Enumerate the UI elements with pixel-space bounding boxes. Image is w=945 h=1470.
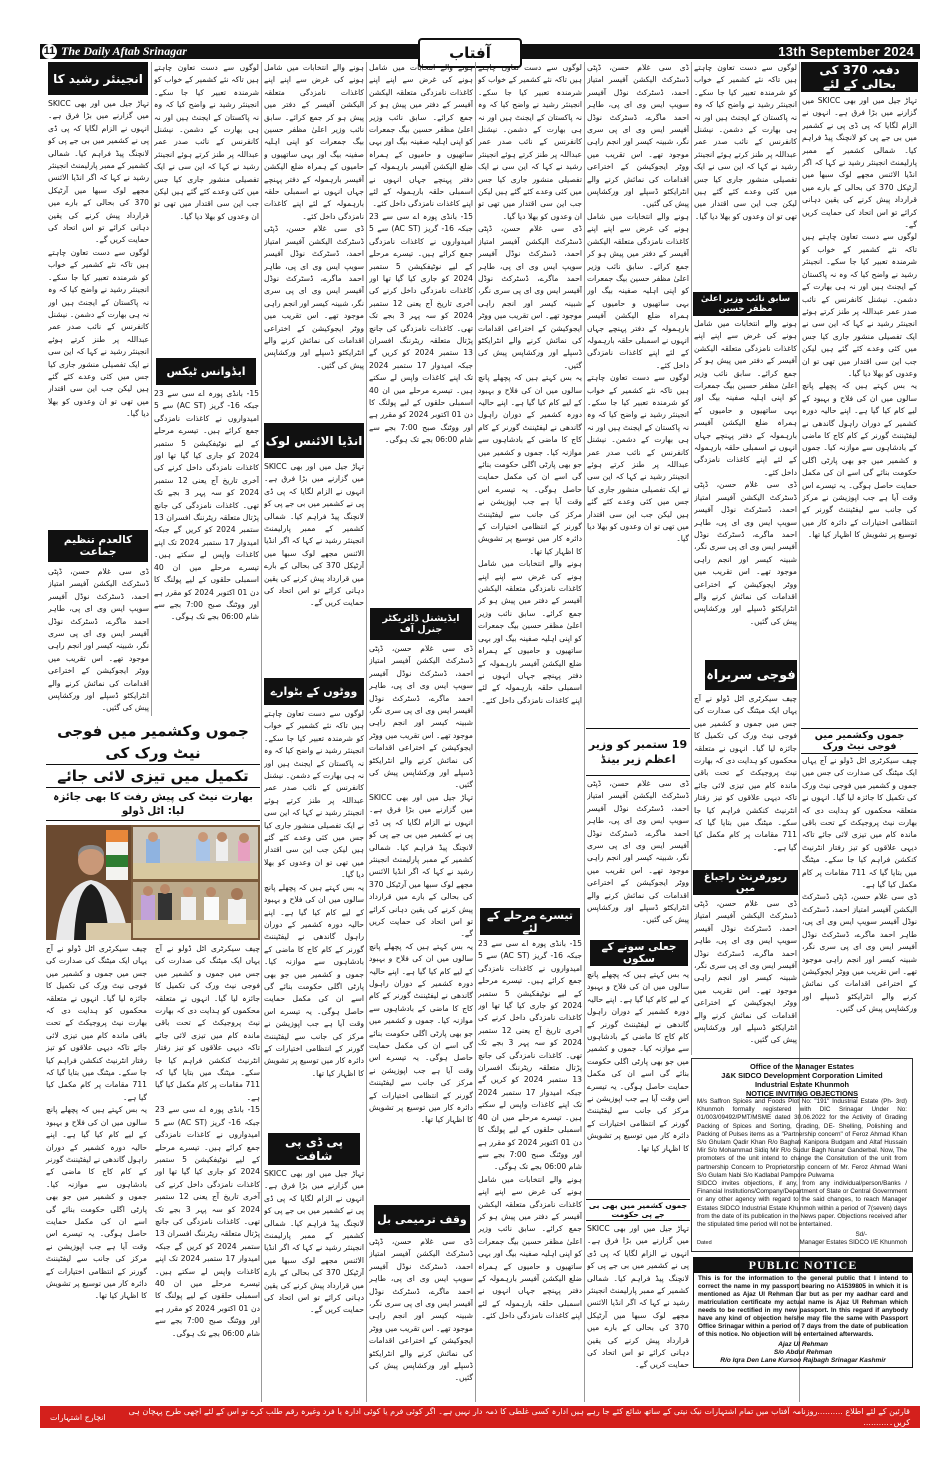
article-paragraph: تہاڑ جیل میں اور بھی SKICC میں گزارنے میں بڑا فرق ہے۔ انہوں نے الزام لگایا کہ پی ڈی پی نے کشمیر میں بی جے پی کو لانچنگ پیڈ فراہم کیا۔ شمالی کشمیر کے ممبر پارلیمنٹ انجینئر رشید نے کہا کہ اگر انڈیا الائنس مجھے لوک سبھا میں آرٹیکل 370 کی بحالی کے بارے میں قرارداد پیش کرنے کی یقین دہانی کرائے تو اس اتحاد کی حمایت کریں گے۔ (369, 792, 473, 939)
headline-waqf-bill: وقف ترمیمی بل (374, 1205, 470, 1233)
sidco-notice-heading: NOTICE INVITING OBJECTIONS (745, 1089, 859, 1098)
meeting-photo (46, 825, 260, 940)
article-body (694, 318, 797, 656)
article-paragraph: ڈی سی غلام حسن، ڈپٹی ڈسٹرکٹ الیکشن آفیسر امتیاز احمد، ڈسٹرکٹ نوڈل آفیسر سویپ ایس وی ای پی، طاہر احمد ماگرے، ڈسٹرکٹ نوڈل آفیسر ایس وی ای پی سری نگر، شبینہ کیسر اور انجم راہی موجود تھے۔ اس تقریب میں ووٹر ایجوکیشن کے اختراعی اقدامات کی نمائش کرنے والے انٹرایکٹو ڈسپلے اور ورکشاپس پیش کی گئیں۔ (694, 480, 797, 626)
article-paragraph: ڈی سی غلام حسن، ڈپٹی ڈسٹرکٹ الیکشن آفیسر امتیاز احمد، ڈسٹرکٹ نوڈل آفیسر سویپ ایس وی ای پی، طاہر احمد ماگرے، ڈسٹرکٹ نوڈل آفیسر ایس وی ای پی سری نگر، شبینہ کیسر اور انجم راہی موجود تھے۔ اس تقریب میں ووٹر ایجوکیشن کے اختراعی اقدامات کی نمائش کرنے والے انٹرایکٹو ڈسپلے اور ورکشاپس پیش کی گئیں۔ (264, 224, 364, 370)
article-body (694, 898, 797, 1056)
public-notice-ad (693, 1257, 913, 1368)
article-paragraph: ہونے والے انتخابات میں شامل ہونے کی غرض سے اپنے اپنے کاغذات نامزدگی متعلقہ الیکشن آفیسر کے دفتر میں پیش ہو کر جمع کرائے۔ سابق نائب وزیر اعلیٰ مظفر حسین بیگ جمعرات کو اپنی اہلیہ صفینہ بیگ اور بہی ساتھیوں و حامیوں کے ہمراہ ضلع الیکشن آفیسر بارہمولہ کے دفتر پہنچے جہاں انہوں نے اسمبلی حلقہ بارہمولہ کے لئے اپنے کاغذات نامزدگی داخل کئے۔ (478, 1174, 582, 1321)
article-body (802, 755, 917, 1055)
article-paragraph: ہونے والے انتخابات میں شامل ہونے کی غرض سے اپنے اپنے کاغذات نامزدگی متعلقہ الیکشن آفیسر کے دفتر میں پیش ہو کر جمع کرائے۔ سابق نائب وزیر اعلیٰ مظفر حسین بیگ جمعرات کو اپنی اہلیہ صفینہ بیگ اور بہی ساتھیوں و حامیوں کے ہمراہ ضلع الیکشن آفیسر بارہمولہ کے دفتر پہنچے جہاں انہوں نے اسمبلی حلقہ بارہمولہ کے لئے اپنے کاغذات نامزدگی داخل کئے۔ (694, 319, 797, 477)
article-paragraph: لوگوں سے دست تعاون چاہتے ہیں تاکہ نئے کشمیر کے خواب کو شرمندہ تعبیر کیا جا سکے۔ انجینئر رشید نے واضح کیا کہ وہ نہ پاکستان کے ایجنٹ ہیں اور نہ ہی بھارت کے دشمن۔ نیشنل کانفرنس کے نائب صدر عمر عبداللہ پر طنز کرتے ہوئے انجینئر رشید نے کہا کہ این سی نے ایک تفصیلی منشور جاری کیا جس میں کئی وعدے کئے گئے ہیں لیکن جب این سی اقتدار میں تھی تو ان وعدوں کو بھلا دیا گیا۔ (587, 373, 689, 544)
column-rule (261, 62, 262, 1402)
article-body (587, 969, 689, 1195)
footer-text: قارئین کے لئے اطلاع ..........روزنامہ آفتاب میں تمام اشتہارات نیک نیتی کے ساتھ شائع کئے جا رہے ہیں ادارہ کسی غلطی کا ذمہ دار نہیں ہے۔ اگر کوئی فرم یا کوئی ادارہ یا فرد وغیرہ رقم طلب کرے تو اس کے لئے اچھی طرح پہچان ہی کریں۔.......... (128, 1407, 910, 1427)
article-body (478, 62, 582, 905)
article-body (694, 62, 797, 290)
masthead-logo: آفتاب (418, 38, 522, 68)
headline-banned-jamaat: کالعدم تنظیم جماعت (48, 530, 148, 562)
article-paragraph: یہ بس کہتے ہیں کہ پچھلے پانچ سالوں میں ان کی فلاح و بہبود کے لیے کام کیا گیا ہے۔ اپنے حالیہ دورہ کشمیر کے دوران راہول گاندھی نے لیفٹیننٹ گورنر کے کام کاج کا ماضی کے بادشاہوں سے موازنہ کیا۔ جموں و کشمیر میں جو بھی پارٹی اگلی حکومت بنائے گی اسے ان کی مکمل حمایت حاصل ہوگی۔ یہ تیسرے اس وقت آیا ہے جب اپوزیشن نے مرکز کی جانب سے لیفٹیننٹ گورنر کے انتظامی اختیارات کے دائرہ کار میں توسیع پر تشویش کا اظہار کیا تھا۔ (478, 373, 582, 556)
headline-army-chief: فوجی سربراہ (705, 660, 797, 690)
lead-story (46, 720, 260, 1340)
headline-muzaffar-hussain: سابق نائب وزیر اعلیٰ مظفر حسین (693, 292, 798, 316)
article-body (154, 388, 259, 715)
article-body (369, 643, 473, 1201)
public-notice-body: This is for the information to the general public that I intend to correct the name in my passport bearing no A1539805 in which it is mentioned as Ajaz Ul Rehman Dar but as per my aadhar card and matriculation certificate my actual name is Ajaz Ul Rehman which needs to be rectified in my new passport. In this regard if anybody have any kind of objection he/she may file the same with Passport Office Srinagar within a period of 7 days from the date of publication of this notice. No objection will be entertained afterwards. (698, 1274, 908, 1338)
article-body (587, 778, 689, 936)
issue-date: 13th September 2024 (778, 44, 914, 59)
article-paragraph: ڈی سی غلام حسن، ڈپٹی ڈسٹرکٹ الیکشن آفیسر امتیاز احمد، ڈسٹرکٹ نوڈل آفیسر سویپ ایس وی ای پی، طاہر احمد ماگرے، ڈسٹرکٹ نوڈل آفیسر ایس وی ای پی سری نگر، شبینہ کیسر اور انجم راہی موجود تھے۔ اس تقریب میں ووٹر ایجوکیشن کے اختراعی اقدامات کی نمائش کرنے والے انٹرایکٹو ڈسپلے اور ورکشاپس پیش کی گئیں۔ (587, 63, 689, 209)
sidco-title: J&K SIDCO Development Corporation Limited (721, 1071, 883, 1080)
article-paragraph: یہ بس کہتے ہیں کہ پچھلے پانچ سالوں میں ان کی فلاح و بہبود کے لیے کام کیا گیا ہے۔ اپنے حالیہ دورہ کشمیر کے دوران راہول گاندھی نے لیفٹیننٹ گورنر کے کام کاج کا ماضی کے بادشاہوں سے موازنہ کیا۔ جموں و کشمیر میں جو بھی پارٹی اگلی حکومت بنائے گی اسے ان کی مکمل حمایت حاصل ہوگی۔ یہ تیسرے اس وقت آیا ہے جب اپوزیشن نے مرکز کی جانب سے لیفٹیننٹ گورنر کے انتظامی اختیارات کے دائرہ کار میں توسیع پر تشویش کا اظہار کیا تھا۔ (802, 381, 917, 540)
notices-column (691, 1058, 913, 1368)
headline-additional-dg: ایڈیشنل ڈائریکٹر جنرل آف (370, 608, 472, 640)
column-rule (584, 62, 585, 1402)
article-body (264, 708, 364, 1130)
headline-third-phase: تیسرے مرحلے کے لئے (480, 908, 580, 935)
article-paragraph: ہونے والے انتخابات میں شامل ہونے کی غرض سے اپنے اپنے کاغذات نامزدگی متعلقہ الیکشن آفیسر کے دفتر میں پیش ہو کر جمع کرائے۔ سابق نائب وزیر اعلیٰ مظفر حسین بیگ جمعرات کو اپنی اہلیہ صفینہ بیگ اور بہی ساتھیوں و حامیوں کے ہمراہ ضلع الیکشن آفیسر بارہمولہ کے دفتر پہنچے جہاں انہوں نے اسمبلی حلقہ بارہمولہ کے لئے اپنے کاغذات نامزدگی داخل کئے۔ (478, 559, 582, 705)
sidco-title: Industrial Estate Khunmoh (754, 1080, 850, 1089)
article-paragraph: ہونے والے انتخابات میں شامل ہونے کی غرض سے اپنے اپنے کاغذات نامزدگی متعلقہ الیکشن آفیسر کے دفتر میں پیش ہو کر جمع کرائے۔ سابق نائب وزیر اعلیٰ مظفر حسین بیگ جمعرات کو اپنی اہلیہ صفینہ بیگ اور بہی ساتھیوں و حامیوں کے ہمراہ ضلع الیکشن آفیسر بارہمولہ کے دفتر پہنچے جہاں انہوں نے اسمبلی حلقہ بارہمولہ کے لئے اپنے کاغذات نامزدگی داخل کئے۔ (264, 63, 364, 221)
article-body (264, 1168, 364, 1402)
public-notice-name: Ajaz Ul Rehman (778, 1340, 828, 1348)
lead-story-body (155, 943, 260, 1340)
public-notice-parent: S/o Abdul Rehman (773, 1348, 833, 1356)
article-body (264, 62, 364, 420)
article-paragraph: تہاڑ جیل میں اور بھی SKICC میں گزارنے میں بڑا فرق ہے۔ انہوں نے الزام لگایا کہ پی ڈی پی نے کشمیر میں بی جے پی کو لانچنگ پیڈ فراہم کیا۔ شمالی کشمیر کے ممبر پارلیمنٹ انجینئر رشید نے کہا کہ اگر انڈیا الائنس مجھے لوک سبھا میں آرٹیکل 370 کی بحالی کے بارے میں قرارداد پیش کرنے کی یقین دہانی کرائے تو اس اتحاد کی حمایت کریں گے۔ (48, 99, 149, 245)
lead-story-body (46, 943, 147, 1340)
article-paragraph: ڈی سی غلام حسن، ڈپٹی ڈسٹرکٹ الیکشن آفیسر امتیاز احمد، ڈسٹرکٹ نوڈل آفیسر سویپ ایس وی ای پی، طاہر احمد ماگرے، ڈسٹرکٹ نوڈل آفیسر ایس وی ای پی سری نگر، شبینہ کیسر اور انجم راہی موجود تھے۔ اس تقریب میں ووٹر ایجوکیشن کے اختراعی اقدامات کی نمائش کرنے والے انٹرایکٹو ڈسپلے اور ورکشاپس پیش کی گئیں۔ (802, 892, 917, 1014)
article-paragraph: ڈی سی غلام حسن، ڈپٹی ڈسٹرکٹ الیکشن آفیسر امتیاز احمد، ڈسٹرکٹ نوڈل آفیسر سویپ ایس وی ای پی، طاہر احمد ماگرے، ڈسٹرکٹ نوڈل آفیسر ایس وی ای پی سری نگر، شبینہ کیسر اور انجم راہی موجود تھے۔ اس تقریب میں ووٹر ایجوکیشن کے اختراعی اقدامات کی نمائش کرنے والے انٹرایکٹو ڈسپلے اور ورکشاپس پیش کی گئیں۔ (48, 567, 149, 713)
article-paragraph: تہاڑ جیل میں اور بھی SKICC میں گزارنے میں بڑا فرق ہے۔ انہوں نے الزام لگایا کہ پی ڈی پی نے کشمیر میں بی جے پی کو لانچنگ پیڈ فراہم کیا۔ شمالی کشمیر کے ممبر پارلیمنٹ انجینئر رشید نے کہا کہ اگر انڈیا الائنس مجھے لوک سبھا میں آرٹیکل 370 کی بحالی کے بارے میں قرارداد پیش کرنے کی یقین دہانی کرائے تو اس اتحاد کی حمایت کریں گے۔ (802, 96, 917, 230)
article-paragraph: ڈی سی غلام حسن، ڈپٹی ڈسٹرکٹ الیکشن آفیسر امتیاز احمد، ڈسٹرکٹ نوڈل آفیسر سویپ ایس وی ای پی، طاہر احمد ماگرے، ڈسٹرکٹ نوڈل آفیسر ایس وی ای پی سری نگر، شبینہ کیسر اور انجم راہی موجود تھے۔ اس تقریب میں ووٹر ایجوکیشن کے اختراعی اقدامات کی نمائش کرنے والے انٹرایکٹو ڈسپلے اور ورکشاپس پیش کی گئیں۔ (369, 1237, 473, 1383)
article-paragraph: 15- بانڈی پورہ اے سی سے 23 جبکہ 16- گریز (AC ST) سے 5 امیدواروں نے کاغذات نامزدگی جمع کرائے ہیں۔ تیسرے مرحلے کے لیے نوٹیفکیشن 5 ستمبر 2024 کو جاری کیا گیا تھا اور کاغذات نامزدگی داخل کرنے کی آخری تاریخ آج یعنی 12 ستمبر 2024 کو سہ پہر 3 بجے تک تھی۔ کاغذات نامزدگی کی جانچ پڑتال متعلقہ ریٹرننگ افسران 13 ستمبر 2024 کو کریں گے جبکہ امیدوار 17 ستمبر 2024 تک اپنے کاغذات واپس لے سکتے ہیں۔ تیسرے مرحلے میں ان 40 اسمبلی حلقوں کے لیے پولنگ کا دن 01 اکتوبر 2024 کو مقرر ہے اور ووٹنگ صبح 7:00 بجے سے شام 06:00 بجے تک ہوگی۔ (155, 1105, 261, 1338)
headline-military-network: جموں وکشمیر میں فوجی نیٹ ورک (801, 728, 918, 754)
article-paragraph: ڈی سی غلام حسن، ڈپٹی ڈسٹرکٹ الیکشن آفیسر امتیاز احمد، ڈسٹرکٹ نوڈل آفیسر سویپ ایس وی ای پی، طاہر احمد ماگرے، ڈسٹرکٹ نوڈل آفیسر ایس وی ای پی سری نگر، شبینہ کیسر اور انجم راہی موجود تھے۔ اس تقریب میں ووٹر ایجوکیشن کے اختراعی اقدامات کی نمائش کرنے والے انٹرایکٹو ڈسپلے اور ورکشاپس پیش کی گئیں۔ (478, 224, 582, 370)
article-paragraph: لوگوں سے دست تعاون چاہتے ہیں تاکہ نئے کشمیر کے خواب کو شرمندہ تعبیر کیا جا سکے۔ انجینئر رشید نے واضح کیا کہ وہ نہ پاکستان کے ایجنٹ ہیں اور نہ ہی بھارت کے دشمن۔ نیشنل کانفرنس کے نائب صدر عمر عبداللہ پر طنز کرتے ہوئے انجینئر رشید نے کہا کہ این سی نے ایک تفصیلی منشور جاری کیا جس میں کئی وعدے کئے گئے ہیں لیکن جب این سی اقتدار میں تھی تو ان وعدوں کو بھلا دیا گیا۔ (478, 63, 582, 221)
article-paragraph: لوگوں سے دست تعاون چاہتے ہیں تاکہ نئے کشمیر کے خواب کو شرمندہ تعبیر کیا جا سکے۔ انجینئر رشید نے واضح کیا کہ وہ نہ پاکستان کے ایجنٹ ہیں اور نہ ہی بھارت کے دشمن۔ نیشنل کانفرنس کے نائب صدر عمر عبداللہ پر طنز کرتے ہوئے انجینئر رشید نے کہا کہ این سی نے ایک تفصیلی منشور جاری کیا جس میں کئی وعدے کئے گئے ہیں لیکن جب این سی اقتدار میں تھی تو ان وعدوں کو بھلا دیا گیا۔ (154, 63, 259, 221)
article-paragraph: لوگوں سے دست تعاون چاہتے ہیں تاکہ نئے کشمیر کے خواب کو شرمندہ تعبیر کیا جا سکے۔ انجینئر رشید نے واضح کیا کہ وہ نہ پاکستان کے ایجنٹ ہیں اور نہ ہی بھارت کے دشمن۔ نیشنل کانفرنس کے نائب صدر عمر عبداللہ پر طنز کرتے ہوئے انجینئر رشید نے کہا کہ این سی نے ایک تفصیلی منشور جاری کیا جس میں کئی وعدے کئے گئے ہیں لیکن جب این سی اقتدار میں تھی تو ان وعدوں کو بھلا دیا گیا۔ (48, 247, 149, 419)
page-number: 11 (43, 45, 56, 57)
article-paragraph: تہاڑ جیل میں اور بھی SKICC میں گزارنے میں بڑا فرق ہے۔ انہوں نے الزام لگایا کہ پی ڈی پی نے کشمیر میں بی جے پی کو لانچنگ پیڈ فراہم کیا۔ شمالی کشمیر کے ممبر پارلیمنٹ انجینئر رشید نے کہا کہ اگر انڈیا الائنس مجھے لوک سبھا میں آرٹیکل 370 کی بحالی کے بارے میں قرارداد پیش کرنے کی یقین دہانی کرائے تو اس اتحاد کی حمایت کریں گے۔ (587, 1224, 689, 1370)
sidco-signatory: Manager Estates SIDCO I/E Khunmoh (799, 1239, 907, 1247)
sidco-sd: Sd/- (855, 1231, 867, 1239)
article-paragraph: ڈی سی غلام حسن، ڈپٹی ڈسٹرکٹ الیکشن آفیسر امتیاز احمد، ڈسٹرکٹ نوڈل آفیسر سویپ ایس وی ای پی، طاہر احمد ماگرے، ڈسٹرکٹ نوڈل آفیسر ایس وی ای پی سری نگر، شبینہ کیسر اور انجم راہی موجود تھے۔ اس تقریب میں ووٹر ایجوکیشن کے اختراعی اقدامات کی نمائش کرنے والے انٹرایکٹو ڈسپلے اور ورکشاپس پیش کی گئیں۔ (587, 779, 689, 925)
article-paragraph: 15- بانڈی پورہ اے سی سے 23 جبکہ 16- گریز (AC ST) سے 5 امیدواروں نے کاغذات نامزدگی جمع کرائے ہیں۔ تیسرے مرحلے کے لیے نوٹیفکیشن 5 ستمبر 2024 کو جاری کیا گیا تھا اور کاغذات نامزدگی داخل کرنے کی آخری تاریخ آج یعنی 12 ستمبر 2024 کو سہ پہر 3 بجے تک تھی۔ کاغذات نامزدگی کی جانچ پڑتال متعلقہ ریٹرننگ افسران 13 ستمبر 2024 کو کریں گے جبکہ امیدوار 17 ستمبر 2024 تک اپنے کاغذات واپس لے سکتے ہیں۔ تیسرے مرحلے میں ان 40 اسمبلی حلقوں کے لیے پولنگ کا دن 01 اکتوبر 2024 کو مقرر ہے اور ووٹنگ صبح 7:00 بجے سے شام 06:00 بجے تک ہوگی۔ (478, 939, 582, 1172)
article-paragraph: لوگوں سے دست تعاون چاہتے ہیں تاکہ نئے کشمیر کے خواب کو شرمندہ تعبیر کیا جا سکے۔ انجینئر رشید نے واضح کیا کہ وہ نہ پاکستان کے ایجنٹ ہیں اور نہ ہی بھارت کے دشمن۔ نیشنل کانفرنس کے نائب صدر عمر عبداللہ پر طنز کرتے ہوئے انجینئر رشید نے کہا کہ این سی نے ایک تفصیلی منشور جاری کیا جس میں کئی وعدے کئے گئے ہیں لیکن جب این سی اقتدار میں تھی تو ان وعدوں کو بھلا دیا گیا۔ (264, 709, 364, 880)
headline-article-370: دفعہ 370 کی بحالی کے لئے (801, 62, 918, 92)
sidco-dated: Dated (697, 1240, 712, 1247)
column-rule (151, 62, 152, 716)
article-body (48, 566, 149, 716)
headline-pdp: پی ڈی پی شافت (268, 1133, 360, 1165)
headline-advance-tax: ایڈوانس ٹیکس (156, 358, 256, 385)
sidco-notice-ad (691, 1058, 913, 1252)
footer-signoff: انچارج اشتہارات (50, 1412, 106, 1422)
sidco-body: M/s Saffron Spices and Foods Plot No: "191" Industrial Estate (Ph- 3rd) Khunmoh formally registered with DIC Srinagar Under No: 01/003/09492/PMT/MSME dated 30.06.2022 for the Activity of Grading Packing of Spices and Sorting, Grading, DE- Shelling, Polishing and Packing of Pulses items as a "Partnership concern" of Feroz Ahmad Khan S/o Ghulam Qadir Khan R/o Baghati Kanipora Budgam and Altaf Hussain Mir S/o Mohammad Sidiq Mir R/o Sudur Bagh Nunar Ganderbal. Now, The promoters of the unit intend to change the Consitution of the unit from partnership Concern to Proprietorship concern of Mr. Feroz Ahmad Wani S/o Gulam Nabi S/o Kadlabal Pampore Pulwama (697, 1098, 907, 1179)
article-paragraph: چیف سیکرٹری اٹل ڈولو نے آج یہاں ایک میٹنگ کی صدارت کی جس میں جموں و کشمیر میں فوجی نیٹ ورک کی تکمیل کا جائزہ لیا گیا۔ انہوں نے متعلقہ محکموں کو ہدایت دی کہ بھارت نیٹ پروجیکٹ کے تحت باقی ماندہ کام میں تیزی لائی جائے تاکہ دیہی علاقوں کو تیز رفتار انٹرنیٹ کنکشن فراہم کیا جا سکے۔ میٹنگ میں بتایا گیا کہ 711 مقامات پر کام مکمل کیا گیا ہے۔ (802, 756, 917, 890)
headline-pm-visit: 19 ستمبر کو وزیر اعظم زیر بینڈ (586, 728, 690, 776)
article-paragraph: یہ بس کہتے ہیں کہ پچھلے پانچ سالوں میں ان کی فلاح و بہبود کے لیے کام کیا گیا ہے۔ اپنے حالیہ دورہ کشمیر کے دوران راہول گاندھی نے لیفٹیننٹ گورنر کے کام کاج کا ماضی کے بادشاہوں سے موازنہ کیا۔ جموں و کشمیر میں جو بھی پارٹی اگلی حکومت بنائے گی اسے ان کی مکمل حمایت حاصل ہوگی۔ یہ تیسرے اس وقت آیا ہے جب اپوزیشن نے مرکز کی جانب سے لیفٹیننٹ گورنر کے انتظامی اختیارات کے دائرہ کار میں توسیع پر تشویش کا اظہار کیا تھا۔ (369, 941, 473, 1125)
headline-india-alliance: انڈیا الائنس لوک (264, 423, 364, 458)
article-paragraph: ہونے والے انتخابات میں شامل ہونے کی غرض سے اپنے اپنے کاغذات نامزدگی متعلقہ الیکشن آفیسر کے دفتر میں پیش ہو کر جمع کرائے۔ سابق نائب وزیر اعلیٰ مظفر حسین بیگ جمعرات کو اپنی اہلیہ صفینہ بیگ اور بہی ساتھیوں و حامیوں کے ہمراہ ضلع الیکشن آفیسر بارہمولہ کے دفتر پہنچے جہاں انہوں نے اسمبلی حلقہ بارہمولہ کے لئے اپنے کاغذات نامزدگی داخل کئے۔ (369, 63, 473, 209)
sidco-body: SIDCO invites objections, if any, from any individual/person/Banks / Financial Institutions/Company/Department of State or Central Government or any other agency with regard to the said changes, to reach Manager Estates SIDCO Industrial Estate Khunmoh within a period of 7(seven) days from the date of its publication in the News paper. Objections received after the stipulated time period will not be entertained. (697, 1180, 907, 1229)
column-rule (475, 62, 476, 1402)
sidco-title: Office of the Manager Estates (750, 1062, 854, 1071)
article-paragraph: تہاڑ جیل میں اور بھی SKICC میں گزارنے میں بڑا فرق ہے۔ انہوں نے الزام لگایا کہ پی ڈی پی نے کشمیر میں بی جے پی کو لانچنگ پیڈ فراہم کیا۔ شمالی کشمیر کے ممبر پارلیمنٹ انجینئر رشید نے کہا کہ اگر انڈیا الائنس مجھے لوک سبھا میں آرٹیکل 370 کی بحالی کے بارے میں قرارداد پیش کرنے کی یقین دہانی کرائے تو اس اتحاد کی حمایت کریں گے۔ (264, 462, 364, 608)
headline-fake-gold-coins: جعلی سونے کے سکوں (590, 940, 688, 966)
article-paragraph: چیف سیکرٹری اٹل ڈولو نے آج یہاں ایک میٹنگ کی صدارت کی جس میں جموں و کشمیر میں فوجی نیٹ ورک کی تکمیل کا جائزہ لیا گیا۔ انہوں نے متعلقہ محکموں کو ہدایت دی کہ بھارت نیٹ پروجیکٹ کے تحت باقی ماندہ کام میں تیزی لائی جائے تاکہ دیہی علاقوں کو تیز رفتار انٹرنیٹ کنکشن فراہم کیا جا سکے۔ میٹنگ میں بتایا گیا کہ 711 مقامات پر کام مکمل کیا گیا ہے۔ (155, 944, 260, 1102)
article-paragraph: لوگوں سے دست تعاون چاہتے ہیں تاکہ نئے کشمیر کے خواب کو شرمندہ تعبیر کیا جا سکے۔ انجینئر رشید نے واضح کیا کہ وہ نہ پاکستان کے ایجنٹ ہیں اور نہ ہی بھارت کے دشمن۔ نیشنل کانفرنس کے نائب صدر عمر عبداللہ پر طنز کرتے ہوئے انجینئر رشید نے کہا کہ این سی نے ایک تفصیلی منشور جاری کیا جس میں کئی وعدے کئے گئے ہیں لیکن جب این سی اقتدار میں تھی تو ان وعدوں کو بھلا دیا گیا۔ (694, 63, 797, 221)
readers-notice-footer (40, 1406, 920, 1428)
headline-vote-division: ووٹوں کے بٹوارے (264, 678, 364, 705)
article-paragraph: تہاڑ جیل میں اور بھی SKICC میں گزارنے میں بڑا فرق ہے۔ انہوں نے الزام لگایا کہ پی ڈی پی نے کشمیر میں بی جے پی کو لانچنگ پیڈ فراہم کیا۔ شمالی کشمیر کے ممبر پارلیمنٹ انجینئر رشید نے کہا کہ اگر انڈیا الائنس مجھے لوک سبھا میں آرٹیکل 370 کی بحالی کے بارے میں قرارداد پیش کرنے کی یقین دہانی کرائے تو اس اتحاد کی حمایت کریں گے۔ (264, 1169, 364, 1315)
headline-bjp-government: جموں کشمیر میں بھی بی جے پی حکومت (586, 1199, 690, 1221)
article-body (478, 938, 582, 1402)
lead-story-columns (46, 943, 260, 1340)
article-paragraph: یہ بس کہتے ہیں کہ پچھلے پانچ سالوں میں ان کی فلاح و بہبود کے لیے کام کیا گیا ہے۔ اپنے حالیہ دورہ کشمیر کے دوران راہول گاندھی نے لیفٹیننٹ گورنر کے کام کاج کا ماضی کے بادشاہوں سے موازنہ کیا۔ جموں و کشمیر میں جو بھی پارٹی اگلی حکومت بنائے گی اسے ان کی مکمل حمایت حاصل ہوگی۔ یہ تیسرے اس وقت آیا ہے جب اپوزیشن نے مرکز کی جانب سے لیفٹیننٹ گورنر کے انتظامی اختیارات کے دائرہ کار میں توسیع پر تشویش کا اظہار کیا تھا۔ (46, 1105, 147, 1301)
public-notice-title: PUBLIC NOTICE (694, 1258, 912, 1273)
lead-story-headline (46, 720, 260, 821)
headline-engineer-rashid: انجینئر رشید کا (48, 62, 148, 95)
article-body (694, 693, 797, 866)
article-paragraph: ڈی سی غلام حسن، ڈپٹی ڈسٹرکٹ الیکشن آفیسر امتیاز احمد، ڈسٹرکٹ نوڈل آفیسر سویپ ایس وی ای پی، طاہر احمد ماگرے، ڈسٹرکٹ نوڈل آفیسر ایس وی ای پی سری نگر، شبینہ کیسر اور انجم راہی موجود تھے۔ اس تقریب میں ووٹر ایجوکیشن کے اختراعی اقدامات کی نمائش کرنے والے انٹرایکٹو ڈسپلے اور ورکشاپس پیش کی گئیں۔ (694, 899, 797, 1045)
paper-name: The Daily Aftab Srinagar (61, 44, 187, 58)
headline-riverfront-rajbagh: ریورفرنٹ راجباغ میں (693, 870, 798, 895)
lead-story-headline-line2: تکمیل میں تیزی لائی جائے (46, 765, 260, 788)
article-body (802, 95, 917, 725)
article-body (587, 62, 689, 725)
public-notice-address: R/o Iqra Den Lane Kursoo Rajbagh Srinagar Kashmir (720, 1356, 886, 1364)
sidco-signature-row (697, 1239, 907, 1247)
article-body (48, 98, 149, 526)
article-paragraph: 15- بانڈی پورہ اے سی سے 23 جبکہ 16- گریز (AC ST) سے 5 امیدواروں نے کاغذات نامزدگی جمع کرائے ہیں۔ تیسرے مرحلے کے لیے نوٹیفکیشن 5 ستمبر 2024 کو جاری کیا گیا تھا اور کاغذات نامزدگی داخل کرنے کی آخری تاریخ آج یعنی 12 ستمبر 2024 کو سہ پہر 3 بجے تک تھی۔ کاغذات نامزدگی کی جانچ پڑتال متعلقہ ریٹرننگ افسران 13 ستمبر 2024 کو کریں گے جبکہ امیدوار 17 ستمبر 2024 تک اپنے کاغذات واپس لے سکتے ہیں۔ تیسرے مرحلے میں ان 40 اسمبلی حلقوں کے لیے پولنگ کا دن 01 اکتوبر 2024 کو مقرر ہے اور ووٹنگ صبح 7:00 بجے سے شام 06:00 بجے تک ہوگی۔ (154, 389, 259, 622)
column-rule (691, 62, 692, 1055)
article-paragraph: لوگوں سے دست تعاون چاہتے ہیں تاکہ نئے کشمیر کے خواب کو شرمندہ تعبیر کیا جا سکے۔ انجینئر رشید نے واضح کیا کہ وہ نہ پاکستان کے ایجنٹ ہیں اور نہ ہی بھارت کے دشمن۔ نیشنل کانفرنس کے نائب صدر عمر عبداللہ پر طنز کرتے ہوئے انجینئر رشید نے کہا کہ این سی نے ایک تفصیلی منشور جاری کیا جس میں کئی وعدے کئے گئے ہیں لیکن جب این سی اقتدار میں تھی تو ان وعدوں کو بھلا دیا گیا۔ (802, 232, 917, 378)
article-body (587, 1223, 689, 1402)
lead-story-subhead: بھارت نیٹ کی پیش رفت کا بھی جائزہ لیا: اٹل ڈولو (46, 788, 260, 821)
article-paragraph: 15- بانڈی پورہ اے سی سے 23 جبکہ 16- گریز (AC ST) سے 5 امیدواروں نے کاغذات نامزدگی جمع کرائے ہیں۔ تیسرے مرحلے کے لیے نوٹیفکیشن 5 ستمبر 2024 کو جاری کیا گیا تھا اور کاغذات نامزدگی داخل کرنے کی آخری تاریخ آج یعنی 12 ستمبر 2024 کو سہ پہر 3 بجے تک تھی۔ کاغذات نامزدگی کی جانچ پڑتال متعلقہ ریٹرننگ افسران 13 ستمبر 2024 کو کریں گے جبکہ امیدوار 17 ستمبر 2024 تک اپنے کاغذات واپس لے سکتے ہیں۔ تیسرے مرحلے میں ان 40 اسمبلی حلقوں کے لیے پولنگ کا دن 01 اکتوبر 2024 کو مقرر ہے اور ووٹنگ صبح 7:00 بجے سے شام 06:00 بجے تک ہوگی۔ (369, 211, 473, 445)
article-paragraph: ڈی سی غلام حسن، ڈپٹی ڈسٹرکٹ الیکشن آفیسر امتیاز احمد، ڈسٹرکٹ نوڈل آفیسر سویپ ایس وی ای پی، طاہر احمد ماگرے، ڈسٹرکٹ نوڈل آفیسر ایس وی ای پی سری نگر، شبینہ کیسر اور انجم راہی موجود تھے۔ اس تقریب میں ووٹر ایجوکیشن کے اختراعی اقدامات کی نمائش کرنے والے انٹرایکٹو ڈسپلے اور ورکشاپس پیش کی گئیں۔ (369, 644, 473, 790)
article-paragraph: یہ بس کہتے ہیں کہ پچھلے پانچ سالوں میں ان کی فلاح و بہبود کے لیے کام کیا گیا ہے۔ اپنے حالیہ دورہ کشمیر کے دوران راہول گاندھی نے لیفٹیننٹ گورنر کے کام کاج کا ماضی کے بادشاہوں سے موازنہ کیا۔ جموں و کشمیر میں جو بھی پارٹی اگلی حکومت بنائے گی اسے ان کی مکمل حمایت حاصل ہوگی۔ یہ تیسرے اس وقت آیا ہے جب اپوزیشن نے مرکز کی جانب سے لیفٹیننٹ گورنر کے انتظامی اختیارات کے دائرہ کار میں توسیع پر تشویش کا اظہار کیا تھا۔ (587, 970, 689, 1153)
article-paragraph: چیف سیکرٹری اٹل ڈولو نے آج یہاں ایک میٹنگ کی صدارت کی جس میں جموں و کشمیر میں فوجی نیٹ ورک کی تکمیل کا جائزہ لیا گیا۔ انہوں نے متعلقہ محکموں کو ہدایت دی کہ بھارت نیٹ پروجیکٹ کے تحت باقی ماندہ کام میں تیزی لائی جائے تاکہ دیہی علاقوں کو تیز رفتار انٹرنیٹ کنکشن فراہم کیا جا سکے۔ میٹنگ میں بتایا گیا کہ 711 مقامات پر کام مکمل کیا گیا ہے۔ (694, 694, 797, 852)
article-paragraph: ہونے والے انتخابات میں شامل ہونے کی غرض سے اپنے اپنے کاغذات نامزدگی متعلقہ الیکشن آفیسر کے دفتر میں پیش ہو کر جمع کرائے۔ سابق نائب وزیر اعلیٰ مظفر حسین بیگ جمعرات کو اپنی اہلیہ صفینہ بیگ اور بہی ساتھیوں و حامیوں کے ہمراہ ضلع الیکشن آفیسر بارہمولہ کے دفتر پہنچے جہاں انہوں نے اسمبلی حلقہ بارہمولہ کے لئے اپنے کاغذات نامزدگی داخل کئے۔ (587, 211, 689, 370)
article-body (154, 62, 259, 355)
article-paragraph: یہ بس کہتے ہیں کہ پچھلے پانچ سالوں میں ان کی فلاح و بہبود کے لیے کام کیا گیا ہے۔ اپنے حالیہ دورہ کشمیر کے دوران راہول گاندھی نے لیفٹیننٹ گورنر کے کام کاج کا ماضی کے بادشاہوں سے موازنہ کیا۔ جموں و کشمیر میں جو بھی پارٹی اگلی حکومت بنائے گی اسے ان کی مکمل حمایت حاصل ہوگی۔ یہ تیسرے اس وقت آیا ہے جب اپوزیشن نے مرکز کی جانب سے لیفٹیننٹ گورنر کے انتظامی اختیارات کے دائرہ کار میں توسیع پر تشویش کا اظہار کیا تھا۔ (264, 882, 364, 1078)
article-paragraph: چیف سیکرٹری اٹل ڈولو نے آج یہاں ایک میٹنگ کی صدارت کی جس میں جموں و کشمیر میں فوجی نیٹ ورک کی تکمیل کا جائزہ لیا گیا۔ انہوں نے متعلقہ محکموں کو ہدایت دی کہ بھارت نیٹ پروجیکٹ کے تحت باقی ماندہ کام میں تیزی لائی جائے تاکہ دیہی علاقوں کو تیز رفتار انٹرنیٹ کنکشن فراہم کیا جا سکے۔ میٹنگ میں بتایا گیا کہ 711 مقامات پر کام مکمل کیا گیا ہے۔ (46, 944, 147, 1102)
column-rule (366, 62, 367, 1402)
article-body (264, 461, 364, 675)
article-body (369, 62, 473, 605)
lead-story-headline-line1: جموں وکشمیر میں فوجی نیٹ ورک کی (46, 720, 260, 765)
article-body (369, 1236, 473, 1402)
